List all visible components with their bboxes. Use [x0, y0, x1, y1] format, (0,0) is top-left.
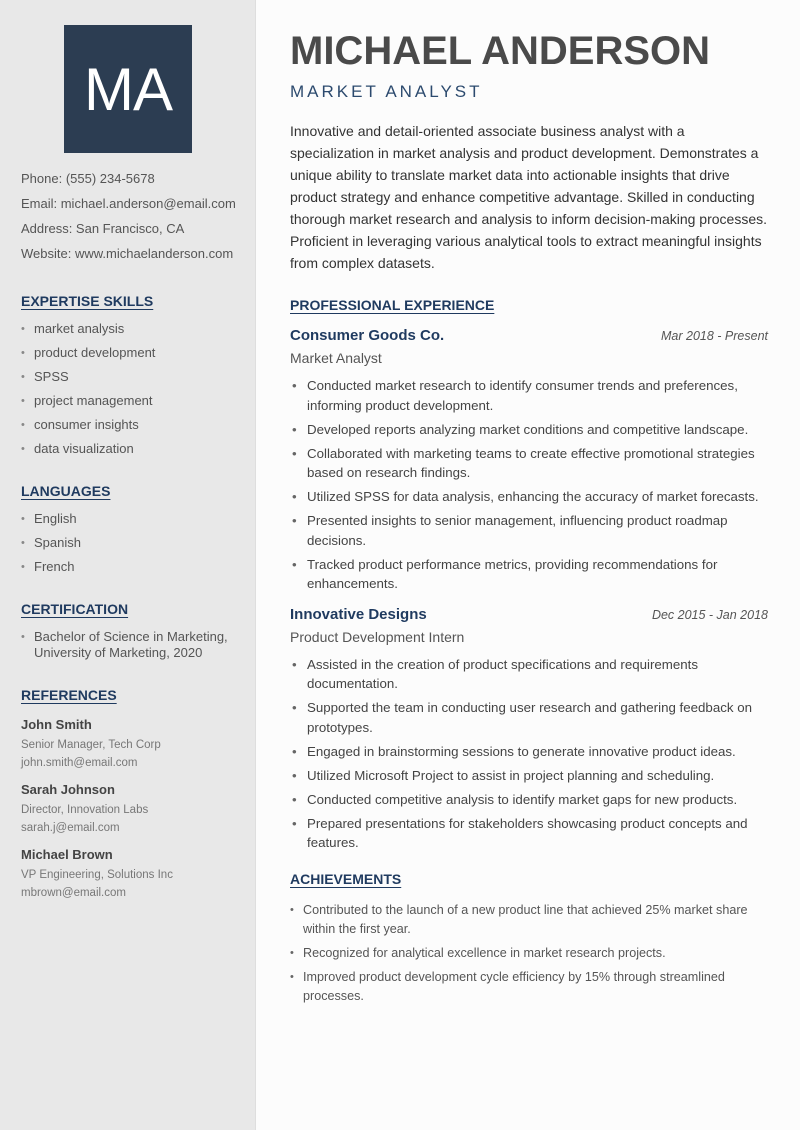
job-role: Market Analyst [290, 350, 382, 366]
list-item: • project management [21, 393, 247, 409]
job-bullets [290, 655, 770, 853]
job-header [290, 327, 770, 344]
experience-heading: PROFESSIONAL EXPERIENCE [290, 297, 495, 313]
achievement-item: • Improved product development cycle efficiency by 15% through streamlined processes. [290, 968, 770, 1006]
job-role: Product Development Intern [290, 628, 465, 645]
job-dates: Mar 2018 - Present [661, 329, 768, 343]
list-item: • English [21, 511, 247, 527]
bullet-item: • Prepared presentations for stakeholders showcasing product concepts and features. [290, 814, 770, 853]
experience-list [290, 327, 770, 853]
job-entry [290, 327, 770, 594]
bullet-item: • Conducted market research to identify consumer trends and preferences, informing product development. [290, 376, 770, 415]
languages-heading: LANGUAGES [21, 483, 111, 499]
avatar-initials: MA [64, 25, 192, 153]
bullet-item: • Tracked product performance metrics, providing recommendations for enhancements. [290, 555, 770, 594]
company-name: Innovative Designs [290, 605, 427, 623]
achievement-item: • Contributed to the launch of a new product line that achieved 25% market share within the first year. [290, 901, 770, 939]
reference [21, 847, 247, 902]
contact-line: Website: www.michaelanderson.com [21, 246, 234, 261]
job-entry [290, 606, 770, 853]
list-item: • Spanish [21, 535, 247, 551]
reference-email: john.smith@email.com [21, 757, 138, 769]
references-heading: REFERENCES [21, 687, 117, 703]
reference [21, 717, 247, 772]
list-item: • Bachelor of Science in Marketing, University of Marketing, 2020 [21, 629, 247, 661]
certification-heading: CERTIFICATION [21, 601, 129, 617]
skills-heading: EXPERTISE SKILLS [21, 293, 154, 309]
achievements-heading: ACHIEVEMENTS [290, 870, 402, 887]
reference-name: Michael Brown [21, 847, 113, 862]
list-item: • consumer insights [21, 417, 247, 433]
achievement-item: • Recognized for analytical excellence in market research projects. [290, 944, 770, 963]
skills-list [21, 321, 247, 457]
reference-email: sarah.j@email.com [21, 822, 120, 834]
full-name: MICHAEL ANDERSON [290, 29, 711, 73]
reference-name: John Smith [21, 717, 92, 732]
list-item: • SPSS [21, 369, 247, 385]
contact-line: Phone: (555) 234-5678 [21, 171, 155, 186]
summary: Innovative and detail-oriented associate business analyst with a specialization in market analysis and product development. Demonstrates a unique ability to translate market data into actionable insights that drive product strategy and enhance competitive advantage. Skilled in conducting thorough market research and analysis to inform decision-making processes. Proficient in leveraging various analytical tools to extract meaningful insights from complex datasets. [290, 123, 768, 271]
reference-role: VP Engineering, Solutions Inc [21, 869, 173, 881]
reference-role: Senior Manager, Tech Corp [21, 739, 161, 751]
bullet-item: • Collaborated with marketing teams to create effective promotional strategies based on research findings. [290, 444, 770, 483]
bullet-item: • Utilized Microsoft Project to assist in project planning and scheduling. [290, 766, 770, 786]
certification-list [21, 629, 247, 661]
bullet-item: • Supported the team in conducting user research and gathering feedback on prototypes. [290, 698, 770, 737]
contact-line: Email: michael.anderson@email.com [21, 196, 236, 211]
bullet-item: • Developed reports analyzing market conditions and competitive landscape. [290, 420, 770, 440]
reference [21, 782, 247, 837]
bullet-item: • Assisted in the creation of product specifications and requirements documentation. [290, 655, 770, 694]
reference-name: Sarah Johnson [21, 782, 115, 797]
languages-list [21, 511, 247, 575]
sidebar [0, 0, 256, 1130]
bullet-item: • Utilized SPSS for data analysis, enhancing the accuracy of market forecasts. [290, 487, 770, 507]
job-title: MARKET ANALYST [290, 82, 483, 101]
achievements-list [290, 901, 770, 1006]
reference-email: mbrown@email.com [21, 887, 126, 899]
references-list [21, 717, 247, 902]
main-content [290, 28, 770, 1011]
reference-role: Director, Innovation Labs [21, 804, 149, 816]
bullet-item: • Engaged in brainstorming sessions to generate innovative product ideas. [290, 742, 770, 762]
list-item: • product development [21, 345, 247, 361]
bullet-item: • Conducted competitive analysis to identify market gaps for new products. [290, 790, 770, 810]
contact-info [21, 171, 247, 262]
list-item: • French [21, 559, 247, 575]
contact-line: Address: San Francisco, CA [21, 221, 185, 236]
job-dates: Dec 2015 - Jan 2018 [651, 607, 768, 622]
job-header [290, 606, 770, 623]
job-bullets [290, 376, 770, 594]
list-item: • data visualization [21, 441, 247, 457]
bullet-item: • Presented insights to senior management, influencing product roadmap decisions. [290, 511, 770, 550]
company-name: Consumer Goods Co. [290, 327, 445, 344]
list-item: • market analysis [21, 321, 247, 337]
